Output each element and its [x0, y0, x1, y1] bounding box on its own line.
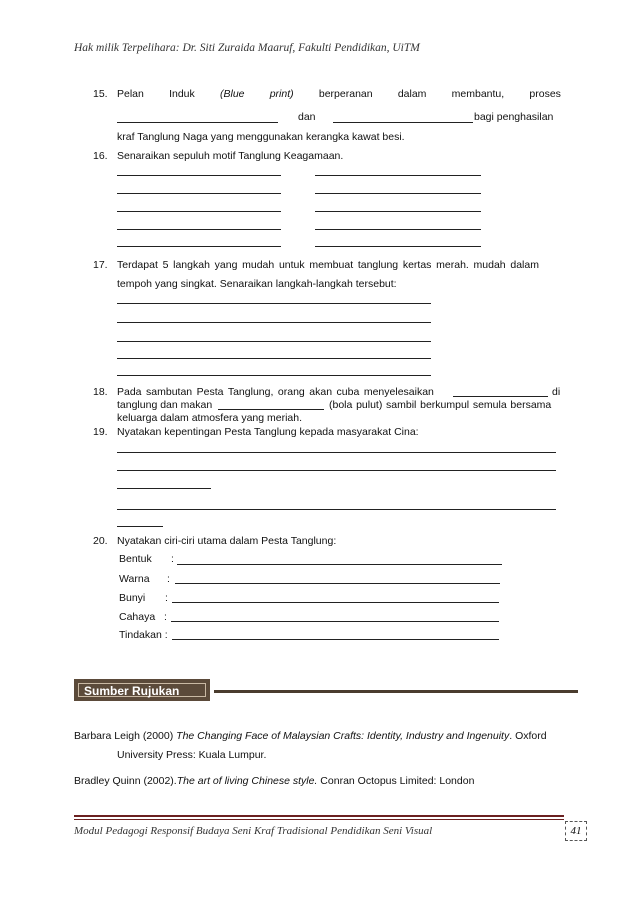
footer-rule [74, 819, 564, 820]
question-20-text: Nyatakan ciri-ciri utama dalam Pesta Tanglung: [117, 535, 337, 547]
answer-blank[interactable] [117, 470, 556, 471]
field-label-bentuk: Bentuk [119, 553, 152, 565]
answer-blank[interactable] [117, 122, 278, 123]
field-colon: : [165, 592, 168, 604]
field-label-tindakan: Tindakan : [119, 629, 168, 641]
answer-blank[interactable] [315, 193, 481, 194]
answer-blank[interactable] [315, 229, 481, 230]
question-18-line2a: tanglung dan makan [117, 399, 213, 411]
answer-blank[interactable] [315, 211, 481, 212]
question-18-line1a: Pada sambutan Pesta Tanglung, orang akan cuba menyelesaikan [117, 386, 434, 398]
q15-word: membantu, [451, 88, 505, 100]
page-header: Hak milik Terpelihara: Dr. Siti Zuraida Maaruf, Fakulti Pendidikan, UiTM [74, 42, 420, 54]
answer-blank[interactable] [453, 396, 548, 397]
answer-blank[interactable] [117, 452, 556, 453]
answer-blank[interactable] [117, 375, 431, 376]
answer-blank[interactable] [117, 358, 431, 359]
question-17-line1: Terdapat 5 langkah yang mudah untuk membuat tanglung kertas merah. mudah dalam [117, 259, 539, 271]
question-16-number: 16. [93, 150, 108, 162]
q15-word: Induk [169, 88, 195, 100]
q15-word: berperanan [318, 88, 373, 100]
question-17-line2: tempoh yang singkat. Senaraikan langkah-langkah tersebut: [117, 278, 397, 290]
reference-1-line2: University Press: Kuala Lumpur. [117, 749, 267, 761]
reference-publisher: Conran Octopus Limited: London [317, 775, 475, 787]
answer-blank[interactable] [117, 526, 163, 527]
answer-blank[interactable] [175, 583, 500, 584]
question-15-number: 15. [93, 88, 108, 100]
q15-dan: dan [298, 111, 316, 123]
page-number: 41 [565, 821, 587, 841]
question-19-text: Nyatakan kepentingan Pesta Tanglung kepada masyarakat Cina: [117, 426, 419, 438]
answer-blank[interactable] [117, 341, 431, 342]
q15-word: dalam [397, 88, 427, 100]
field-colon: : [171, 553, 174, 565]
q15-word: Pelan [117, 88, 144, 100]
answer-blank[interactable] [218, 409, 324, 410]
q15-word: print) [269, 88, 294, 100]
q15-word: (Blue [219, 88, 245, 100]
answer-blank[interactable] [117, 211, 281, 212]
question-18-number: 18. [93, 386, 108, 398]
q15-word: proses [529, 88, 561, 100]
question-18-line1b: di [552, 386, 561, 398]
answer-blank[interactable] [117, 509, 556, 510]
answer-blank[interactable] [315, 175, 481, 176]
field-colon: : [164, 611, 167, 623]
field-colon: : [167, 573, 170, 585]
answer-blank[interactable] [171, 621, 499, 622]
answer-blank[interactable] [315, 246, 481, 247]
footer-rule [74, 815, 564, 817]
question-16-text: Senaraikan sepuluh motif Tanglung Keagamaan. [117, 150, 344, 162]
reference-author: Barbara Leigh (2000) [74, 730, 177, 742]
answer-blank[interactable] [117, 193, 281, 194]
question-15-line1 [117, 88, 561, 100]
answer-blank[interactable] [177, 564, 502, 565]
answer-blank[interactable] [117, 246, 281, 247]
q15-mid-end: bagi penghasilan [474, 111, 554, 123]
answer-blank[interactable] [117, 322, 431, 323]
reference-publisher: . Oxford [509, 730, 547, 742]
question-17-number: 17. [93, 259, 108, 271]
reference-title: The art of living Chinese style. [176, 775, 318, 787]
q15-line3: kraf Tanglung Naga yang menggunakan kerangka kawat besi. [117, 131, 405, 143]
reference-title: The Changing Face of Malaysian Crafts: Identity, Industry and Ingenuity [176, 730, 510, 742]
question-18-line3: keluarga dalam atmosfera yang meriah. [117, 412, 303, 424]
field-label-warna: Warna [119, 573, 150, 585]
reference-1 [74, 730, 547, 742]
answer-blank[interactable] [117, 175, 281, 176]
question-19-number: 19. [93, 426, 108, 438]
field-label-bunyi: Bunyi [119, 592, 146, 604]
answer-blank[interactable] [333, 122, 473, 123]
section-rule [214, 690, 578, 693]
answer-blank[interactable] [172, 639, 499, 640]
answer-blank[interactable] [117, 303, 431, 304]
answer-blank[interactable] [117, 488, 211, 489]
reference-2 [74, 775, 474, 787]
answer-blank[interactable] [172, 602, 499, 603]
section-title: Sumber Rujukan [84, 684, 180, 698]
field-label-cahaya: Cahaya [119, 611, 156, 623]
reference-author: Bradley Quinn (2002). [74, 775, 177, 787]
page-footer: Modul Pedagogi Responsif Budaya Seni Kraf Tradisional Pendidikan Seni Visual [74, 825, 433, 837]
question-20-number: 20. [93, 535, 108, 547]
answer-blank[interactable] [117, 229, 281, 230]
question-18-line2b: (bola pulut) sambil berkumpul semula bersama [329, 399, 552, 411]
